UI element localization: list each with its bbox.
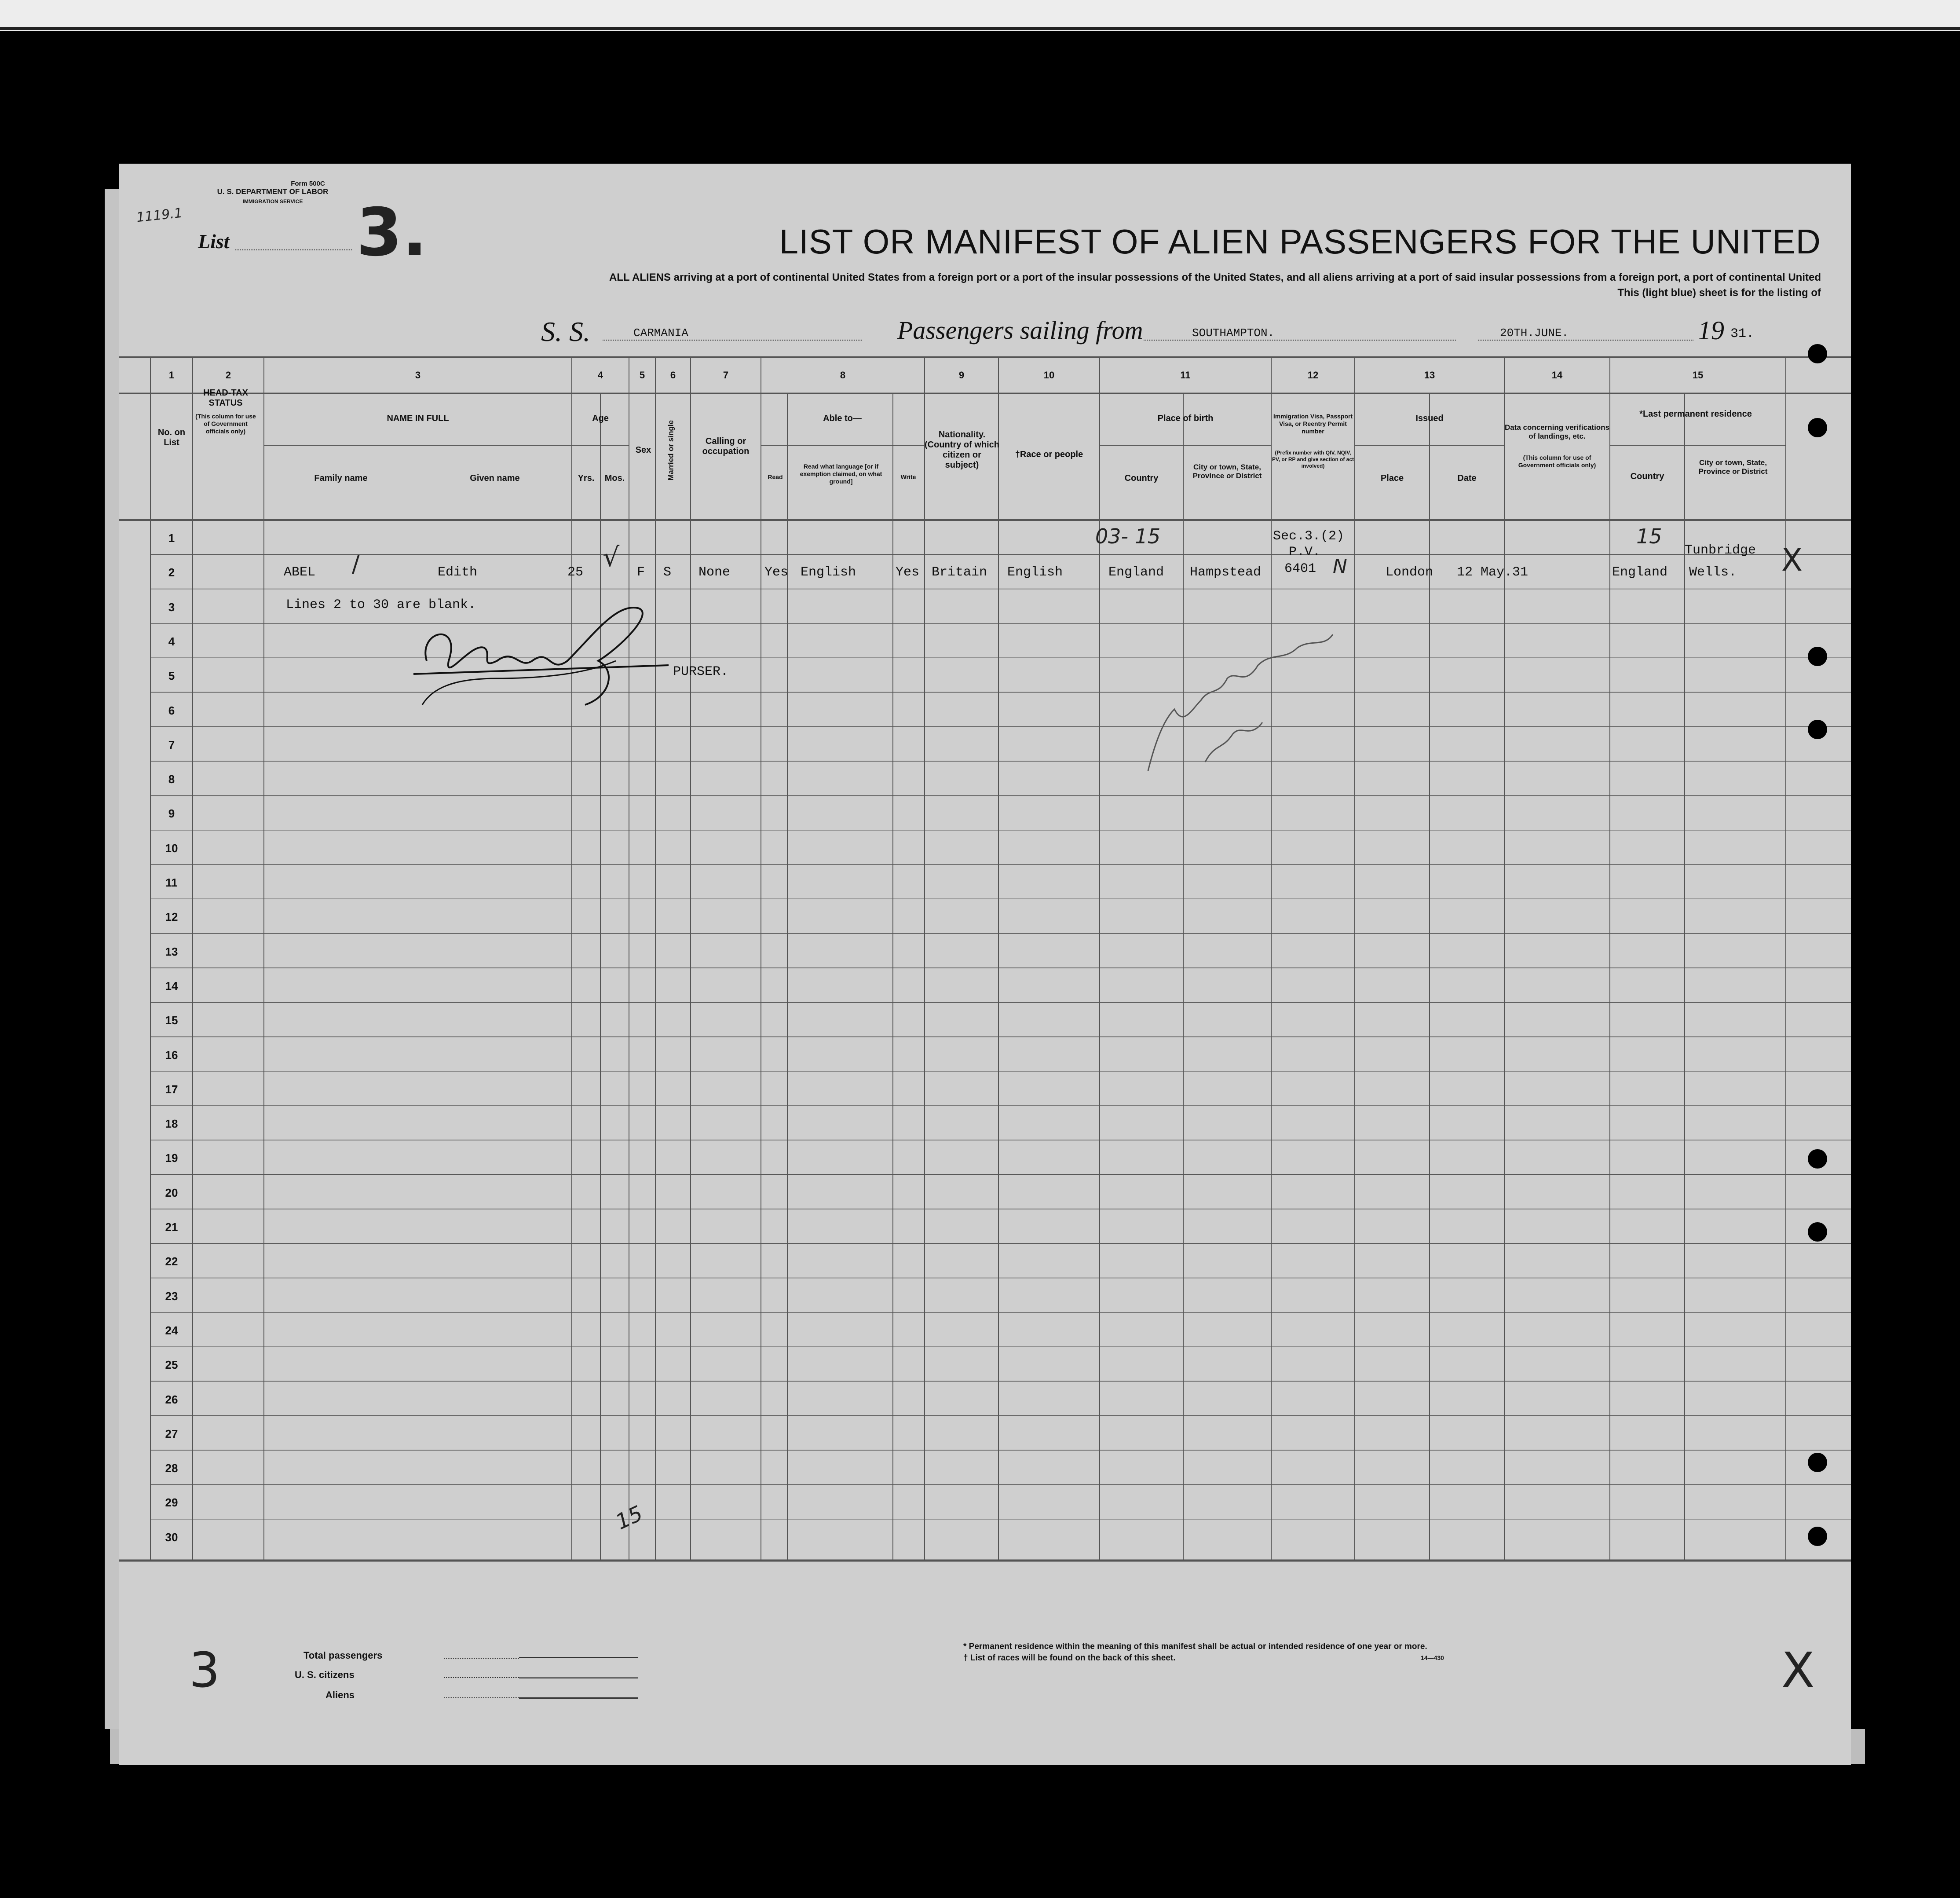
header-visa-note: (Prefix number with QIV, NQIV, PV, or RP and give section of act involved): [1272, 450, 1354, 469]
passenger-age-years: 25: [567, 565, 584, 580]
name-tick: /: [352, 551, 360, 577]
purser-signature: [409, 595, 673, 714]
row-number: 11: [165, 876, 178, 889]
citizens-dots: [444, 1677, 519, 1678]
passenger-birth-country: England: [1108, 565, 1164, 580]
passenger-occupation: None: [698, 565, 731, 580]
footer-number: 3: [189, 1642, 220, 1698]
row-number: 9: [168, 807, 175, 821]
passenger-issued-date: 12 May.31: [1457, 565, 1529, 580]
manifest-grid: [119, 164, 1851, 1765]
service: IMMIGRATION SERVICE: [242, 198, 303, 205]
column-number: 11: [1180, 370, 1191, 381]
pencil-annotation: [1139, 621, 1342, 788]
passenger-family-name: ABEL: [284, 565, 316, 580]
age-check: √: [603, 542, 620, 573]
header-visa: Immigration Visa, Passport Visa, or Reentry Permit number: [1273, 413, 1353, 435]
header-issued: Issued: [1415, 414, 1444, 423]
aliens-line: [519, 1695, 638, 1699]
us-citizens-label: U. S. citizens: [295, 1669, 355, 1680]
total-line: [519, 1657, 638, 1658]
row1-x-mark: X: [1781, 542, 1803, 578]
column-number: 10: [1043, 370, 1055, 381]
passenger-read: Yes: [764, 565, 789, 580]
row-number: 18: [165, 1117, 178, 1131]
header-name-in-full: NAME IN FULL: [387, 414, 449, 423]
row-number: 14: [165, 979, 178, 993]
binder-hole: [1808, 418, 1827, 437]
passenger-residence-city-line2: Wells.: [1689, 565, 1737, 580]
row-number: 29: [165, 1496, 178, 1510]
purser-label: PURSER.: [673, 664, 729, 679]
header-res-city: City or town, State, Province or District: [1698, 458, 1768, 476]
column-number: 3: [415, 370, 421, 381]
binder-hole: [1808, 720, 1827, 739]
passenger-sex: F: [637, 565, 645, 580]
passenger-race: English: [1007, 565, 1063, 580]
row-number: 21: [165, 1220, 178, 1234]
year-suffix: 31.: [1730, 326, 1755, 341]
residence-annotation: 15: [1636, 524, 1662, 548]
header-race: †Race or people: [1015, 450, 1083, 459]
header-write: Write: [900, 473, 916, 480]
visa-mark: N: [1333, 555, 1347, 578]
row-number: 20: [165, 1186, 178, 1199]
row-number: 22: [165, 1255, 178, 1268]
row-number: 23: [165, 1289, 178, 1303]
passenger-residence-country: England: [1612, 565, 1668, 580]
binder-hole: [1808, 1149, 1827, 1169]
header-verification-note: (This column for use of Government officials only): [1518, 454, 1596, 469]
row-number: 8: [168, 773, 175, 786]
header-head-tax-note: (This column for use of Government officials only): [195, 413, 256, 435]
row-number: 24: [165, 1323, 178, 1337]
form-number: Form 500C: [291, 180, 325, 187]
row-number: 27: [165, 1427, 178, 1440]
footer-x-mark: X: [1781, 1642, 1815, 1698]
footnote-races: † List of races will be found on the back of this sheet.: [963, 1653, 1176, 1663]
passenger-write: Yes: [896, 565, 920, 580]
row-number: 16: [165, 1048, 178, 1062]
column-number: 8: [840, 370, 846, 381]
film-top-rule: [0, 27, 1960, 30]
row29-annotation: 15: [612, 1501, 647, 1535]
binder-hole: [1808, 1453, 1827, 1472]
passenger-visa-line3: 6401: [1284, 561, 1316, 576]
header-sex: Sex: [635, 445, 651, 455]
ship-name: CARMANIA: [633, 326, 688, 340]
binder-hole: [1808, 1222, 1827, 1242]
column-number: 1: [168, 370, 175, 381]
row-number: 3: [168, 600, 175, 614]
corner-note: 1119.1: [135, 205, 183, 226]
column-number: 15: [1692, 370, 1704, 381]
row-number: 19: [165, 1151, 178, 1165]
header-read: Read: [768, 473, 783, 480]
list-label: List: [198, 230, 230, 253]
instructions-line1: ALL ALIENS arriving at a port of continental United States from a foreign port or a port of the insular possessions of the United States, and all aliens arriving at a port of said insular possessions from a foreign port, a port of continental United: [609, 271, 1821, 283]
header-nationality: Nationality. (Country of which citizen or subject): [925, 430, 999, 470]
row-number: 10: [165, 841, 178, 855]
passenger-issued-place: London: [1386, 565, 1433, 580]
aliens-label: Aliens: [325, 1689, 355, 1700]
instructions-line2: This (light blue) sheet is for the listing of: [1617, 287, 1821, 299]
passenger-residence-city-line1: Tunbridge: [1685, 543, 1756, 558]
header-pob-city: City or town, State, Province or District: [1192, 463, 1262, 480]
total-passengers-label: Total passengers: [304, 1650, 383, 1661]
header-place-of-birth: Place of birth: [1157, 414, 1214, 423]
blank-lines-note: Lines 2 to 30 are blank.: [286, 597, 476, 612]
column-number: 4: [597, 370, 603, 381]
passenger-given-name: Edith: [438, 565, 478, 580]
header-calling: Calling or occupation: [702, 436, 750, 456]
row-number: 15: [165, 1014, 178, 1027]
passenger-nationality: Britain: [932, 565, 987, 580]
header-pob-country: Country: [1124, 473, 1159, 483]
form-code: 14—430: [1421, 1654, 1444, 1661]
header-issued-date: Date: [1457, 473, 1477, 483]
header-no-on-list: No. on List: [157, 428, 186, 447]
row-number: 7: [168, 738, 175, 751]
row-number: 25: [165, 1358, 178, 1372]
column-number: 12: [1307, 370, 1319, 381]
row-number: 12: [165, 910, 178, 924]
row-number: 1: [168, 531, 175, 545]
passenger-visa-line1: Sec.3.(2): [1273, 529, 1345, 544]
row-number: 17: [165, 1082, 178, 1096]
header-read-language: Read what language [or if exemption claimed, on what ground]: [800, 463, 882, 485]
year-prefix: 19: [1698, 316, 1724, 345]
passenger-marital: S: [663, 565, 672, 580]
passenger-visa-line2: P.V.: [1289, 545, 1321, 560]
column-number: 2: [225, 370, 231, 381]
binder-hole: [1808, 344, 1827, 363]
column-number: 7: [723, 370, 729, 381]
ss-label: S. S.: [541, 316, 590, 347]
header-verification: Data concerning verifications of landings, etc.: [1504, 423, 1610, 440]
list-number: 3.: [356, 194, 428, 271]
column-number: 5: [639, 370, 645, 381]
header-age: Age: [592, 414, 609, 423]
header-family-name: Family name: [314, 473, 368, 483]
row-number: 26: [165, 1392, 178, 1406]
binder-hole: [1808, 1527, 1827, 1546]
sailing-label: Passengers sailing from: [897, 316, 1143, 344]
manifest-title: LIST OR MANIFEST OF ALIEN PASSENGERS FOR THE UNITED: [779, 222, 1821, 261]
header-res-country: Country: [1630, 472, 1664, 481]
header-mos: Mos.: [604, 473, 625, 483]
department: U. S. DEPARTMENT OF LABOR: [217, 187, 329, 196]
column-number: 14: [1551, 370, 1563, 381]
row-number: 5: [168, 669, 175, 683]
header-head-tax: HEAD-TAX STATUS: [203, 388, 248, 408]
sailing-date: 20TH.JUNE.: [1500, 326, 1569, 340]
port-name: SOUTHAMPTON.: [1192, 326, 1275, 340]
aliens-dots: [444, 1697, 519, 1698]
footnote-residence: * Permanent residence within the meaning of this manifest shall be actual or intended residence of one year or more.: [963, 1642, 1427, 1651]
film-top-band: [0, 0, 1960, 31]
header-yrs: Yrs.: [578, 473, 595, 483]
header-able-to: Able to—: [823, 414, 862, 423]
header-given-name: Given name: [470, 473, 520, 483]
header-residence: *Last permanent residence: [1639, 409, 1752, 419]
row-number: 2: [168, 566, 175, 579]
citizens-line: [519, 1674, 638, 1678]
passenger-birth-city: Hampstead: [1190, 565, 1262, 580]
manifest-sheet: [119, 164, 1851, 1765]
column-number: 13: [1424, 370, 1435, 381]
row-number: 6: [168, 704, 175, 717]
binder-hole: [1808, 647, 1827, 666]
header-issued-place: Place: [1380, 473, 1404, 483]
total-dots: [444, 1658, 519, 1659]
birth-annotation: 03- 15: [1095, 524, 1161, 548]
row-number: 4: [168, 634, 175, 648]
column-number: 6: [670, 370, 676, 381]
header-married: Married or single: [666, 420, 675, 480]
sheet-edge: [105, 189, 120, 1729]
row-number: 13: [165, 945, 178, 958]
passenger-language: English: [801, 565, 856, 580]
row-number: 28: [165, 1462, 178, 1475]
row-number: 30: [165, 1530, 178, 1544]
column-number: 9: [958, 370, 965, 381]
